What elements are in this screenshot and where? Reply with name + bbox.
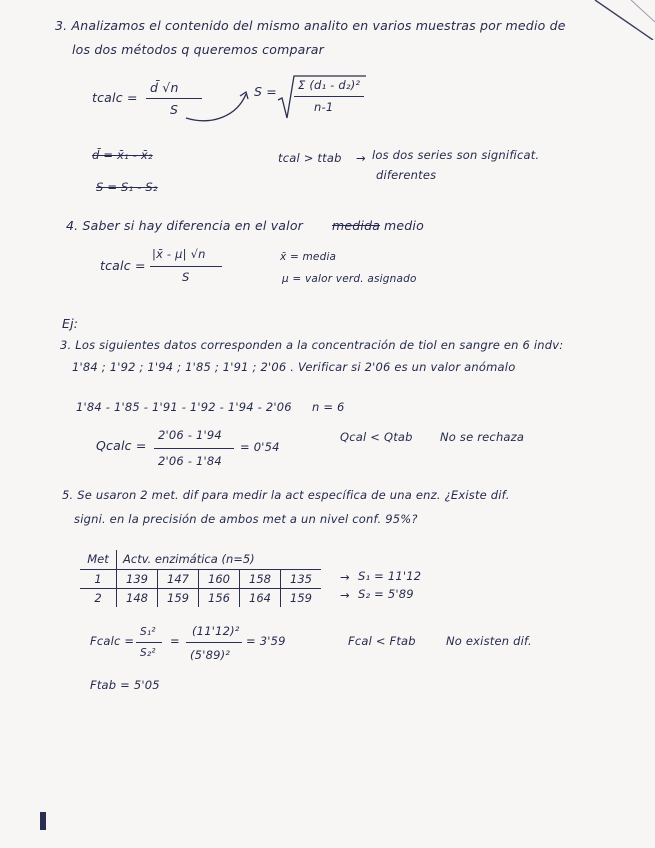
- q3-struck-formula-1: d̄ = x̄₁ - x̄₂: [92, 148, 153, 162]
- q4-tcalc-numerator: |x̄ - μ| √n: [152, 247, 206, 261]
- q5-conclusion: No existen dif.: [446, 634, 532, 648]
- example-condition: Qcal < Qtab: [340, 430, 413, 444]
- q5-data-table: [80, 550, 321, 607]
- table-cell: 159: [158, 589, 199, 608]
- table-row: [80, 570, 321, 589]
- q5-fcalc-bar-2: [186, 642, 242, 643]
- example-line-2: 1'84 ; 1'92 ; 1'94 ; 1'85 ; 1'91 ; 2'06 . Verificar si 2'06 es un valor anómalo: [72, 360, 516, 374]
- q5-row2-arrow: →: [340, 588, 350, 602]
- example-label: Ej:: [62, 316, 79, 331]
- q3-line-1: 3. Analizamos el contenido del mismo analito en varios muestras por medio de: [55, 18, 566, 33]
- q3-condition: tcal > ttab: [278, 151, 342, 165]
- table-cell: 160: [199, 570, 240, 589]
- table-cell: 148: [117, 589, 158, 608]
- page-corner-fold: [585, 0, 655, 40]
- q4-tcalc-fraction-bar: [150, 266, 222, 267]
- q5-row2-result: S₂ = 5'89: [358, 587, 414, 601]
- q3-conclusion-1: los dos series son significat.: [372, 148, 540, 162]
- example-line-1: 3. Los siguientes datos corresponden a la concentración de tiol en sangre en 6 indv:: [60, 338, 564, 352]
- q4-tcalc-label: tcalc =: [100, 258, 146, 273]
- q4-tcalc-denominator: S: [182, 270, 190, 284]
- q3-tcalc-numerator: d̄ √n: [150, 80, 179, 95]
- example-sorted-data: 1'84 - 1'85 - 1'91 - 1'92 - 1'94 - 2'06: [76, 400, 292, 414]
- q3-s-fraction-bar: [294, 96, 364, 97]
- q3-arrow: →: [356, 151, 366, 165]
- table-header-row: [80, 550, 321, 570]
- q3-struck-formula-2: S = S₁ - S₂: [96, 180, 158, 194]
- example-conclusion: No se rechaza: [440, 430, 525, 444]
- connector-arrow-icon: [182, 86, 262, 126]
- q5-fcalc-equals: =: [170, 634, 180, 648]
- table-cell: 158: [240, 570, 281, 589]
- example-qcalc-denominator: 2'06 - 1'84: [158, 454, 222, 468]
- q5-fcalc-num-2: (11'12)²: [192, 624, 240, 638]
- q5-fcalc-den-1: S₂²: [140, 647, 156, 659]
- q4-line-1b: medio: [384, 218, 424, 233]
- q4-definition-true-value: μ = valor verd. asignado: [282, 273, 417, 285]
- q3-s-numerator: Σ (d₁ - d₂)²: [298, 78, 361, 92]
- table-cell: 159: [290, 591, 312, 605]
- example-n: n = 6: [312, 400, 345, 414]
- page-edge-mark: [40, 812, 46, 830]
- table-cell: 156: [199, 589, 240, 608]
- table-cell-met: 2: [80, 589, 117, 608]
- q5-row1-arrow: →: [340, 570, 350, 584]
- q3-line-2: los dos métodos q queremos comparar: [72, 42, 324, 57]
- q5-ftab: Ftab = 5'05: [90, 678, 160, 692]
- example-qcalc-result: = 0'54: [240, 440, 280, 454]
- q5-line-2: signi. en la precisión de ambos met a un nivel conf. 95%?: [74, 512, 418, 526]
- q4-definition-mean: x̄ = media: [280, 251, 337, 263]
- q3-s-denominator: n-1: [314, 100, 334, 114]
- table-cell: 147: [158, 570, 199, 589]
- table-cell: 139: [117, 570, 158, 589]
- table-row: [80, 589, 321, 608]
- q4-line-1-struck: medida: [332, 218, 381, 233]
- q5-condition: Fcal < Ftab: [348, 634, 416, 648]
- table-cell: 135: [281, 570, 322, 589]
- table-cell-met: 1: [80, 570, 117, 589]
- table-cell: 164: [240, 589, 281, 608]
- q5-line-1: 5. Se usaron 2 met. dif para medir la act específica de una enz. ¿Existe dif.: [62, 488, 510, 502]
- q5-row1-result: S₁ = 11'12: [358, 569, 422, 583]
- q5-fcalc-bar-1: [136, 642, 162, 643]
- example-qcalc-fraction-bar: [154, 448, 234, 449]
- example-qcalc-numerator: 2'06 - 1'94: [158, 428, 222, 442]
- table-header-met: Met: [80, 550, 117, 570]
- q3-s-label: S =: [254, 84, 277, 99]
- q4-line-1a: 4. Saber si hay diferencia en el valor: [66, 218, 304, 233]
- q5-fcalc-label: Fcalc =: [90, 634, 135, 648]
- q5-fcalc-den-2: (5'89)²: [190, 648, 231, 662]
- q5-fcalc-result: = 3'59: [246, 634, 286, 648]
- q3-conclusion-2: diferentes: [376, 168, 437, 182]
- q3-tcalc-denominator: S: [170, 102, 179, 117]
- q3-tcalc-label: tcalc =: [92, 90, 138, 105]
- example-qcalc-label: Qcalc =: [96, 438, 147, 453]
- table-header-activity: Actv. enzimática (n=5): [117, 550, 322, 570]
- q5-fcalc-num-1: S₁²: [140, 626, 156, 638]
